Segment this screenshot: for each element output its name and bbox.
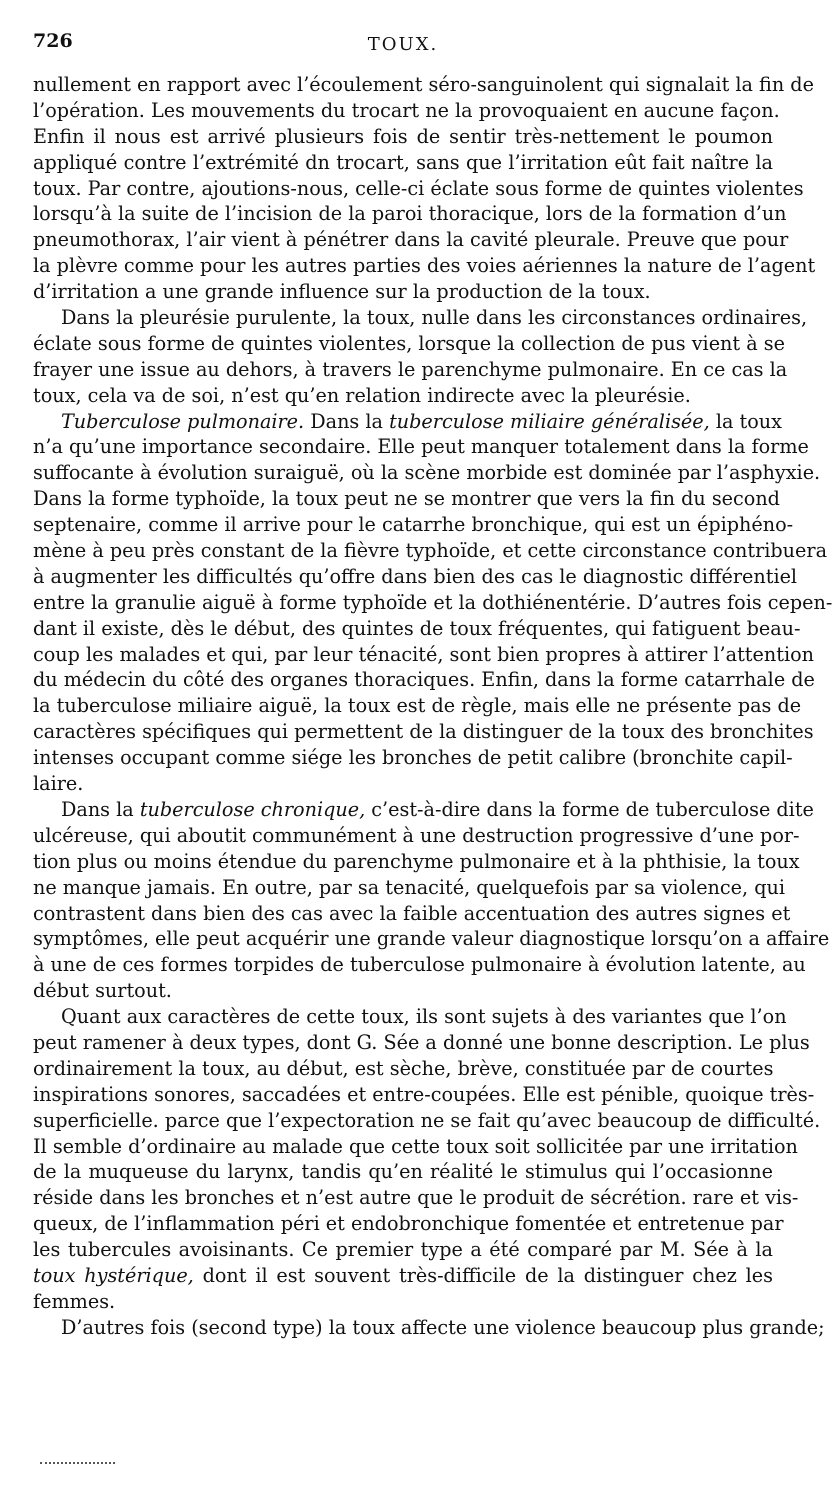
running-title: TOUX. [367,34,439,55]
text-span: septenaire, comme il arrive pour le catarrhe bronchique, qui est un épiphéno- [33,513,794,537]
text-line [33,512,794,538]
italic-text: Tuberculose pulmonaire. [61,409,305,433]
text-line [33,279,773,305]
text-span: éclate sous forme de quintes violentes, lorsque la collection de pus vient à se [33,331,785,355]
text-line [33,1185,799,1211]
text-line [33,875,785,901]
text-span: laire. [33,772,84,796]
text-span: tion plus ou moins étendue du parenchyme pulmonaire et à la phthisie, la toux [33,849,800,873]
text-span: suffocante à évolution suraiguë, où la scène morbide est dominée par l’asphyxie. [33,461,821,485]
text-span: la tuberculose miliaire aiguë, la toux est de règle, mais elle ne présente pas de [33,694,802,718]
text-span: à une de ces formes torpides de tuberculose pulmonaire à évolution latente, au [33,953,806,977]
text-line [33,926,830,952]
text-span: mène à peu près constant de la fièvre typhoïde, et cette circonstance contribuera [33,539,828,563]
text-span: c’est-à-dire dans la forme de tuberculose dite [365,797,814,821]
text-span: inspirations sonores, saccadées et entre-coupées. Elle est pénible, quoique très- [33,1082,815,1106]
text-span: Quant aux caractères de cette toux, ils sont sujets à des variantes que l’on [61,1005,787,1029]
text-span: appliqué contre l’extrémité dn trocart, sans que l’irritation eût fait naître la [33,150,773,174]
text-line [33,693,802,719]
text-span: peut ramener à deux types, dont G. Sée a donné une bonne description. Le plus [33,1030,810,1054]
text-line [33,1263,773,1289]
text-line [33,1315,825,1341]
text-span: coup les malades et qui, par leur ténacité, sont bien propres à attirer l’attention [33,642,814,666]
text-span: Il semble d’ordinaire au malade que cette toux soit sollicitée par une irritation [33,1134,798,1158]
text-line [33,616,801,642]
text-line [33,901,791,927]
text-span: ordinairement la toux, au début, est sèche, brève, constituée par de courtes [33,1056,774,1080]
italic-text: toux hystérique, [33,1263,194,1287]
text-span: D’autres fois (second type) la toux affecte une violence beaucoup plus grande; [61,1315,825,1339]
text-line [33,434,809,460]
text-span: la plèvre comme pour les autres parties des voies aériennes la nature de l’agent [33,254,816,278]
text-span: d’irritation a une grande influence sur la production de la toux. [33,280,651,304]
text-span: dont il est souvent très-difficile de la distinguer chez les [193,1263,773,1287]
text-span: Dans la forme typhoïde, la toux peut ne se montrer que vers la fin du second [33,487,780,511]
text-line [33,564,798,590]
text-line [33,357,788,383]
text-line [33,642,814,668]
text-line [33,98,780,124]
text-span: Dans la [304,409,390,433]
text-span: de la muqueuse du larynx, tandis qu’en réalité le stimulus qui l’occasionne [33,1160,773,1184]
text-line [33,745,793,771]
text-line [33,460,821,486]
text-line [33,1159,773,1185]
text-span: l’opération. Les mouvements du trocart ne la provoquaient en aucune façon. [33,98,780,122]
text-span: toux, cela va de soi, n’est qu’en relation indirecte avec la pleurésie. [33,383,691,407]
text-line [33,150,773,176]
text-span: Dans la [61,797,140,821]
text-line [33,486,780,512]
text-line [33,771,773,797]
text-span: superficielle. parce que l’expectoration ne se fait qu’avec beaucoup de difficulté. [33,1108,821,1132]
text-span: nullement en rapport avec l’écoulement séro-sanguinolent qui signalait la fin de [33,73,814,96]
text-span: Dans la pleurésie purulente, la toux, nulle dans les circonstances ordinaires, [61,306,808,330]
text-line [33,1030,810,1056]
text-span: la toux [709,409,782,433]
text-line [33,72,814,98]
text-span: ulcéreuse, qui aboutit communément à une destruction progressive d’une por- [33,823,800,847]
text-line [33,1056,773,1082]
text-line [33,667,815,693]
text-span: frayer une issue au dehors, à travers le parenchyme pulmonaire. En ce cas la [33,357,788,381]
text-line [33,409,782,435]
text-line [33,1237,773,1263]
text-line [33,849,800,875]
footer-dotted-rule [40,1462,115,1464]
text-span: du médecin du côté des organes thoraciques. Enfin, dans la forme catarrhale de [33,668,815,692]
text-line [33,227,789,253]
text-span: contrastent dans bien des cas avec la faible accentuation des autres signes et [33,901,791,925]
text-span: Enfin il nous est arrivé plusieurs fois de sentir très-nettement le poumon [33,124,773,148]
page-header [33,30,773,60]
text-span: pneumothorax, l’air vient à pénétrer dans la cavité pleurale. Preuve que pour [33,228,789,252]
text-line [33,1082,815,1108]
text-span: toux. Par contre, ajoutions-nous, celle-ci éclate sous forme de quintes violentes [33,176,804,200]
body-text [33,72,832,1341]
text-span: lorsqu’à la suite de l’incision de la paroi thoracique, lors de la formation d’un [33,202,787,226]
text-span: intenses occupant comme siége les bronches de petit calibre (bronchite capil- [33,746,793,770]
text-line [33,538,828,564]
text-span: ne manque jamais. En outre, par sa tenacité, quelquefois par sa violence, qui [33,875,785,899]
text-line [33,201,787,227]
text-span: caractères spécifiques qui permettent de la distinguer de la toux des bronchites [33,720,814,744]
text-line [33,590,832,616]
text-line [33,1004,787,1030]
page-number: 726 [33,30,73,52]
text-line [33,1134,798,1160]
text-span: à augmenter les difficultés qu’offre dans bien des cas le diagnostic différentiel [33,564,798,588]
text-line [33,176,804,202]
italic-text: tuberculose miliaire généralisée, [389,409,710,433]
text-span: dant il existe, dès le début, des quintes de toux fréquentes, qui fatiguent beau- [33,616,801,640]
text-span: queux, de l’inflammation péri et endobronchique fomentée et entretenue par [33,1212,784,1236]
text-span: femmes. [33,1289,116,1313]
text-line [33,383,773,409]
text-span: n’a qu’une importance secondaire. Elle peut manquer totalement dans la forme [33,435,809,459]
text-line [33,253,816,279]
text-line [33,1211,784,1237]
italic-text: tuberculose chronique, [139,797,366,821]
text-line [33,1108,821,1134]
text-span: les tubercules avoisinants. Ce premier type a été comparé par M. Sée à la [33,1238,773,1262]
text-span: réside dans les bronches et n’est autre que le produit de sécrétion. rare et vis- [33,1186,799,1210]
text-line [33,331,785,357]
text-span: entre la granulie aiguë à forme typhoïde et la dothiénentérie. D’autres fois cepen- [33,590,832,614]
text-line [33,124,773,150]
text-span: début surtout. [33,979,172,1003]
text-line [33,305,808,331]
text-line [33,978,773,1004]
text-span: symptômes, elle peut acquérir une grande valeur diagnostique lorsqu’on a affaire [33,927,830,951]
text-line [33,952,806,978]
text-line [33,797,814,823]
text-line [33,1289,773,1315]
text-line [33,719,814,745]
text-line [33,823,800,849]
